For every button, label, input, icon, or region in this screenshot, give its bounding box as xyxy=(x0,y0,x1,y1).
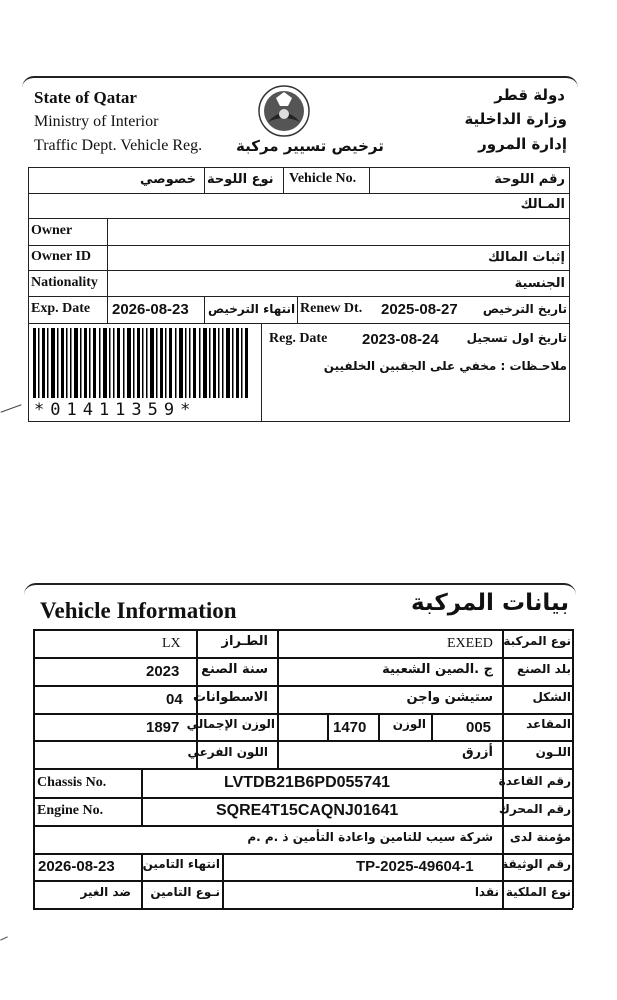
row-line xyxy=(28,323,570,324)
chassis-label-ar: رقم القاعدة xyxy=(498,774,571,788)
seats-value: 005 xyxy=(466,719,492,736)
engine-value: SQRE4T15CAQNJ01641 xyxy=(216,802,399,819)
year-value: 2023 xyxy=(146,663,180,680)
row-line xyxy=(28,245,570,246)
insured-label: مؤمنة لدى xyxy=(509,830,571,844)
row-line xyxy=(33,685,573,687)
col-line xyxy=(297,296,298,323)
ministry-title-ar: وزارة الداخلية xyxy=(464,110,567,128)
vehicle-no-label: Vehicle No. xyxy=(289,171,357,186)
seats-label: المقاعد xyxy=(526,717,571,731)
row-line xyxy=(28,167,570,168)
chassis-value: LVTDB21B6PD055741 xyxy=(224,774,391,791)
engine-label: Engine No. xyxy=(37,803,104,818)
department-title: Traffic Dept. Vehicle Reg. xyxy=(34,137,203,154)
qatar-emblem-icon xyxy=(256,84,312,143)
weight-label: الوزن xyxy=(392,717,426,731)
col-line xyxy=(283,167,284,193)
row-line xyxy=(28,218,570,219)
col-line xyxy=(261,323,262,421)
vehicle-info-title: Vehicle Information xyxy=(40,598,237,623)
chassis-label: Chassis No. xyxy=(37,775,107,790)
weight-value: 1470 xyxy=(333,719,367,736)
row-line xyxy=(33,740,573,742)
engine-label-ar: رقم المحرك xyxy=(498,802,571,816)
exp-date-value: 2026-08-23 xyxy=(112,301,189,318)
cylinders-value: 04 xyxy=(166,691,183,708)
row-line xyxy=(28,296,570,297)
vehicle-info-title-ar: بيانات المركبة xyxy=(410,590,569,616)
country-value: ج .الصين الشعبية xyxy=(382,662,493,677)
row-line xyxy=(33,853,573,855)
col-line xyxy=(204,167,205,193)
row-line xyxy=(28,193,570,194)
country-label: بلد الصنع xyxy=(516,662,571,676)
col-line xyxy=(572,629,574,908)
cylinders-label: الاسطوانات xyxy=(192,690,268,705)
col-line xyxy=(222,853,224,908)
exp-date-label: Exp. Date xyxy=(31,301,91,316)
ministry-title: Ministry of Interior xyxy=(34,113,159,130)
owner-id-label-ar: إثبات المالك xyxy=(487,250,565,265)
shape-label: الشكل xyxy=(532,690,571,704)
col-line xyxy=(502,629,504,769)
remarks: ملاحـظات : مخفي على الجقبين الخلفيين xyxy=(323,359,567,373)
col-line xyxy=(277,629,279,769)
model-value: LX xyxy=(162,636,181,651)
row-line xyxy=(33,768,573,770)
shape-value: ستيشن واجن xyxy=(406,690,493,705)
department-title-ar: إدارة المرور xyxy=(478,135,567,153)
year-label: سنة الصنع xyxy=(201,662,268,677)
policy-value: TP-2025-49604-1 xyxy=(356,858,474,875)
col-line xyxy=(369,167,370,193)
nationality-label: Nationality xyxy=(31,275,98,290)
insurance-type-label: نـوع التامين xyxy=(150,885,220,899)
renew-date-value: 2025-08-27 xyxy=(381,301,458,318)
license-title-ar: ترخيص تسيير مركبة xyxy=(236,137,384,155)
barcode-text: *01411359* xyxy=(34,400,197,420)
reg-date-value: 2023-08-24 xyxy=(362,331,439,348)
row-line xyxy=(33,880,573,882)
col-line xyxy=(327,713,329,740)
ownership-value: نقدا xyxy=(474,885,499,899)
state-title-ar: دولة قطر xyxy=(494,86,565,104)
renew-date-label: Renew Dt. xyxy=(300,301,363,316)
owner-id-label: Owner ID xyxy=(31,249,92,264)
col-line xyxy=(378,713,380,740)
gross-weight-value: 1897 xyxy=(146,719,180,736)
row-line xyxy=(33,713,573,715)
exp-date-label-ar: انتهاء الترخيص xyxy=(208,302,296,316)
plate-no-label: رقم اللوحة xyxy=(494,172,565,187)
col-line xyxy=(28,167,29,421)
state-title: State of Qatar xyxy=(34,88,137,107)
row-line xyxy=(33,657,573,659)
gross-weight-label: الوزن الإجمالي xyxy=(186,717,275,731)
insured-value: شركة سيب للتامين واعادة التأمين ذ .م .م xyxy=(247,830,493,844)
row-line xyxy=(28,270,570,271)
col-line xyxy=(502,768,504,908)
row-line xyxy=(33,797,573,799)
sub-color-label: اللون الفرعي xyxy=(187,745,268,759)
owner-label: Owner xyxy=(31,223,73,238)
make-value: EXEED xyxy=(447,636,493,651)
col-line xyxy=(33,629,35,908)
renew-date-label-ar: تاريخ الترخيص xyxy=(482,302,567,316)
model-label: الطـراز xyxy=(221,634,268,649)
owner-label-ar: المـالك xyxy=(520,197,565,212)
ownership-label: نوع الملكية xyxy=(505,885,571,899)
reg-date-label-ar: تاريخ اول تسجيل xyxy=(466,331,567,345)
row-line xyxy=(33,825,573,827)
col-line xyxy=(569,167,570,421)
barcode xyxy=(33,328,251,403)
col-line xyxy=(431,713,433,740)
insurance-expiry-label: انتهاء التامين xyxy=(142,857,220,871)
color-label: اللـون xyxy=(535,745,571,759)
col-line xyxy=(107,218,108,323)
col-line xyxy=(204,296,205,323)
reg-date-label: Reg. Date xyxy=(269,331,328,346)
insurance-type-value: ضد الغير xyxy=(80,885,131,899)
scan-mark xyxy=(0,936,8,940)
row-line xyxy=(33,629,573,631)
insurance-expiry-value: 2026-08-23 xyxy=(38,858,115,875)
color-value: أزرق xyxy=(461,745,493,760)
plate-type-label: نوع اللوحة xyxy=(207,172,274,187)
nationality-label-ar: الجنسية xyxy=(514,276,565,291)
policy-label: رقم الوثيقة xyxy=(501,857,571,871)
make-label: نوع المركبة xyxy=(503,634,571,648)
col-line xyxy=(141,768,143,825)
row-line xyxy=(33,908,573,910)
row-line xyxy=(28,421,570,422)
plate-type-value: خصوصي xyxy=(140,172,197,187)
scan-mark xyxy=(0,404,21,412)
